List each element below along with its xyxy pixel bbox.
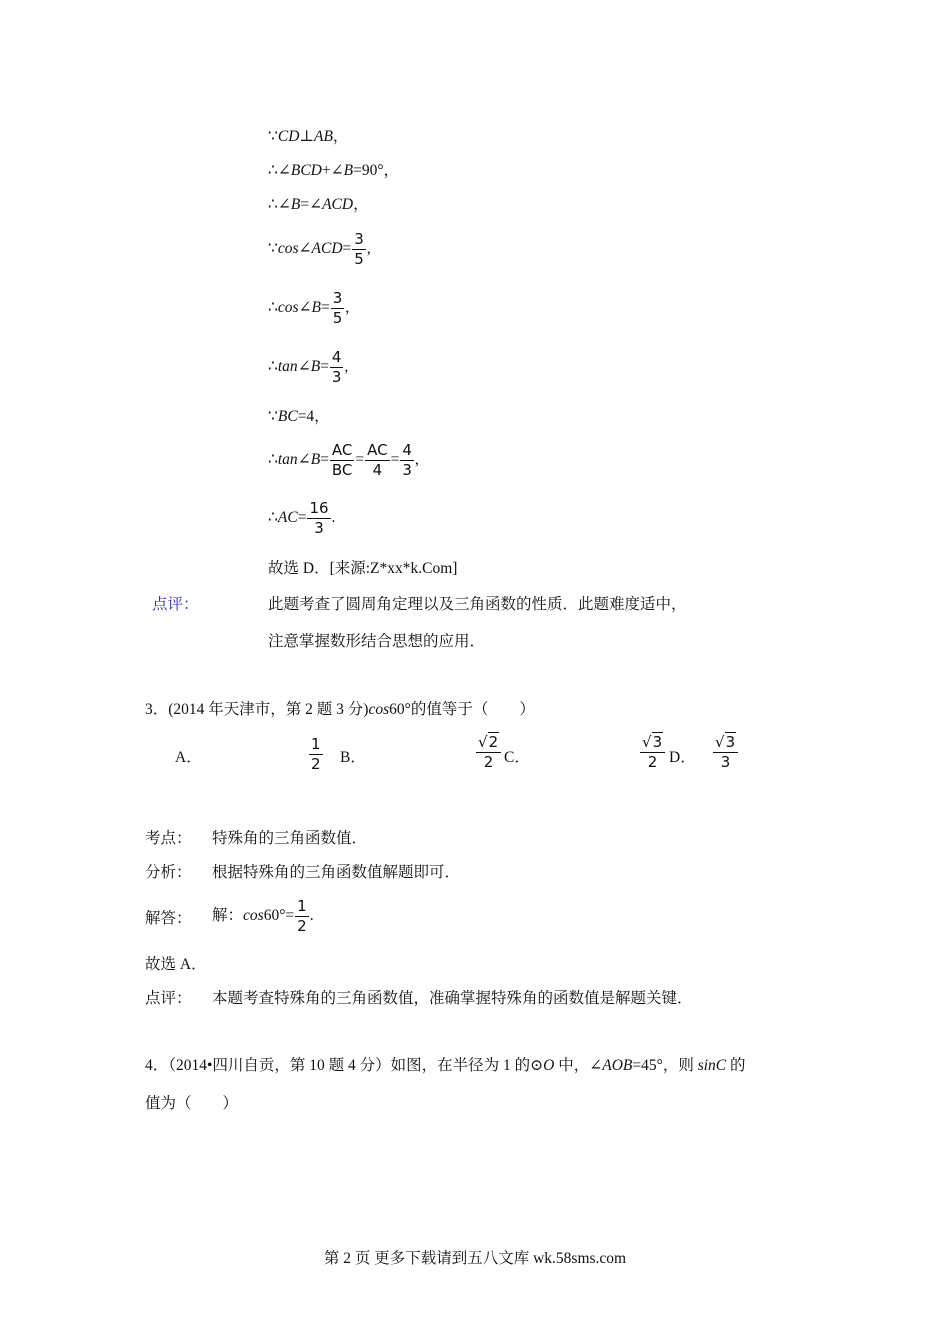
step-2: ∴∠BCD+∠B=90°，	[268, 162, 400, 179]
dianping-text: 本题考查特殊角的三角函数值，准确掌握特殊角的函数值是解题关键．	[212, 990, 693, 1007]
step-1: ∵CD⊥AB，	[268, 128, 349, 145]
fraction: $\frac{1}{2}$	[297, 897, 307, 935]
option-a-label: A．	[175, 749, 202, 766]
comment-line-2: 注意掌握数形结合思想的应用．	[268, 633, 486, 650]
step-6: ∴tan∠B= $\frac{4}{3}$ ,	[268, 348, 349, 386]
question-3-stem: 3．(2014 年天津市，第 2 题 3 分)cos60°的值等于（ ）	[145, 701, 535, 718]
page-footer: 第 2 页 更多下载请到五八文库 wk.58sms.com	[323, 1250, 627, 1267]
question-4-line-2: 值为（ ）	[145, 1095, 239, 1112]
step-9: ∴AC= $\frac{16}{3}$ .	[268, 499, 336, 537]
fraction: $\frac{4}{3}$	[402, 441, 412, 479]
fraction: $\frac{AC}{BC}$	[331, 441, 353, 479]
step-4: ∵cos∠ACD= $\frac{3}{5}$ ,	[268, 230, 371, 268]
fraction: $\frac{AC}{4}$	[367, 441, 388, 479]
step-3: ∴∠B=∠ACD，	[268, 196, 369, 213]
option-d-value: $\frac{√3}{3}$	[712, 734, 739, 771]
answer-choice: 故选 D．[来源:Z*xx*k.Com]	[268, 560, 458, 577]
comment-label: 点评：	[152, 596, 199, 613]
option-c-value: $\frac{√3}{2}$	[639, 734, 666, 771]
fenxi-text: 根据特殊角的三角函数值解题即可．	[212, 864, 461, 881]
jieda-text: 解：cos60°= $\frac{1}{2}$ .	[212, 897, 314, 935]
step-5: ∴cos∠B= $\frac{3}{5}$ ,	[268, 289, 350, 327]
fraction: $\frac{16}{3}$	[309, 499, 329, 537]
option-c-label: C．	[504, 749, 530, 766]
question-4-stem: 4．（2014•四川自贡，第 10 题 4 分）如图，在半径为 1 的⊙O 中，∠AOB=45°，则 sinC 的	[145, 1057, 746, 1074]
option-b-value: $\frac{√2}{2}$	[475, 734, 502, 771]
jieda-label: 解答：	[145, 910, 192, 927]
fraction: $\frac{4}{3}$	[331, 348, 342, 386]
option-a-value: $\frac{1}{2}$	[311, 735, 321, 773]
fraction: $\frac{3}{5}$	[332, 289, 343, 327]
kaodian-label: 考点：	[145, 830, 192, 847]
option-d-label: D．	[669, 749, 696, 766]
kaodian-text: 特殊角的三角函数值．	[212, 830, 368, 847]
comment-line-1: 此题考查了圆周角定理以及三角函数的性质．此题难度适中，	[268, 596, 687, 613]
fenxi-label: 分析：	[145, 864, 192, 881]
option-b-label: B．	[340, 749, 366, 766]
answer-a: 故选 A．	[145, 956, 207, 973]
step-7: ∵BC=4，	[268, 408, 330, 425]
fraction: $\frac{3}{5}$	[354, 230, 364, 268]
dianping-label: 点评：	[145, 990, 192, 1007]
step-8: ∴tan∠B= $\frac{AC}{BC}$ = $\frac{AC}{4}$ = $\frac{4}{3}$ ,	[268, 441, 419, 479]
